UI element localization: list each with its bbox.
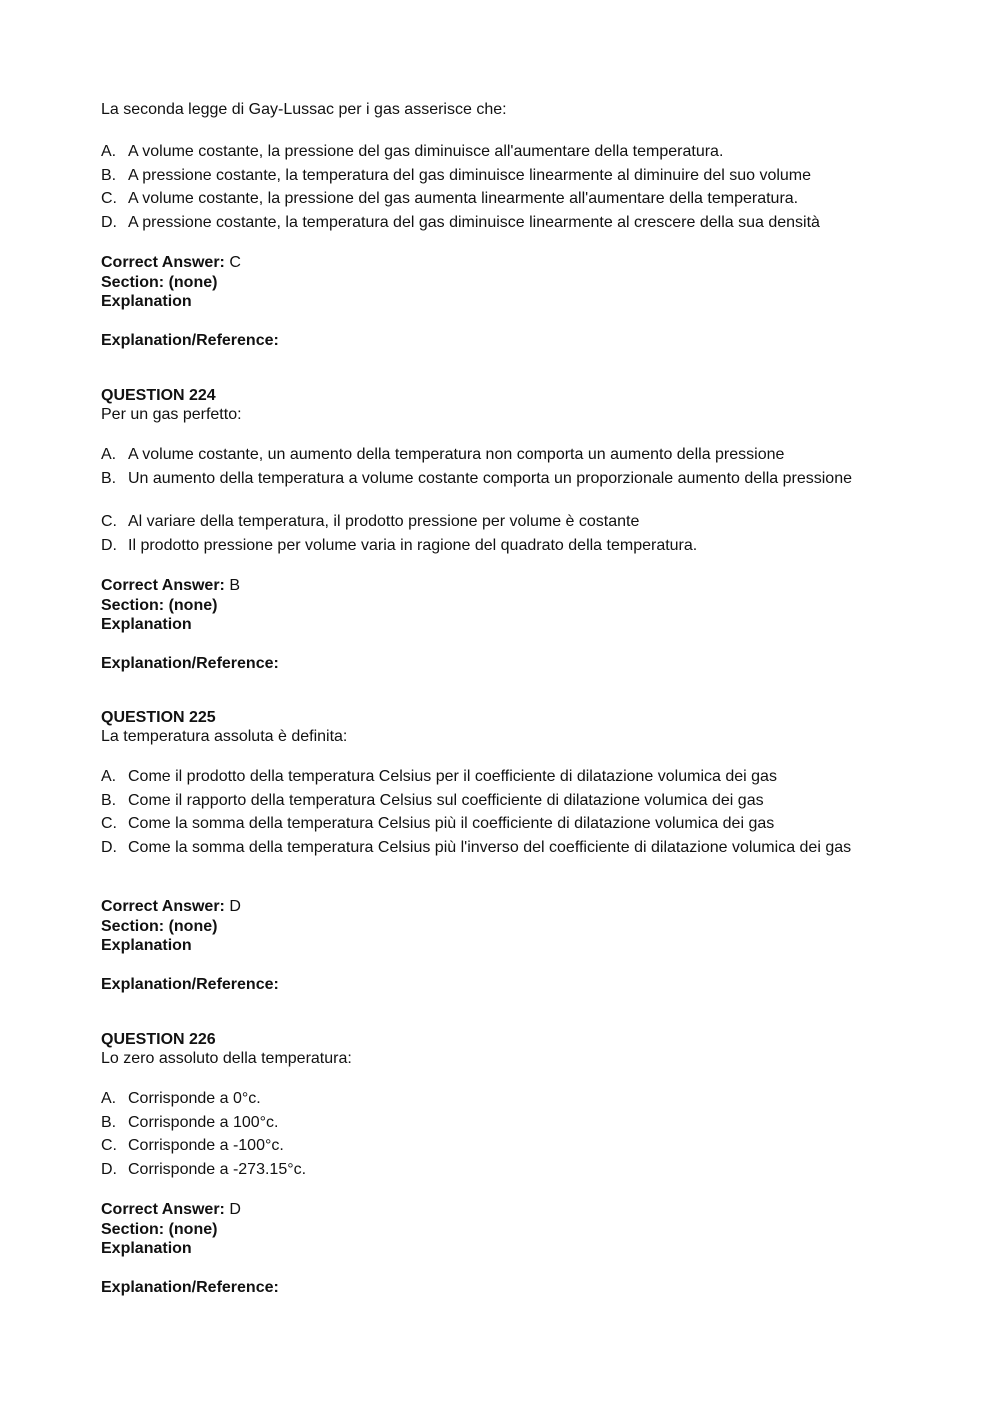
section-label: Section: (none): [101, 273, 218, 291]
question-stem: Lo zero assoluto della temperatura:: [101, 1050, 352, 1067]
correct-answer-label: Correct Answer:: [101, 577, 225, 594]
answer-options: [101, 142, 961, 236]
explanation-label: Explanation: [101, 616, 192, 633]
option-b: [101, 791, 961, 815]
option-text: Al variare della temperatura, il prodotto pressione per volume è costante: [128, 513, 640, 530]
option-d: [101, 213, 961, 237]
option-letter: C.: [101, 1137, 117, 1154]
option-d: [101, 838, 961, 862]
option-d: [101, 1160, 961, 1184]
option-letter: D.: [101, 536, 117, 554]
option-letter: C.: [101, 815, 117, 832]
option-text: A volume costante, la pressione del gas diminuisce all'aumentare della temperatura.: [128, 143, 724, 160]
option-text: Corrisponde a -273.15°c.: [128, 1160, 307, 1178]
correct-answer: [101, 1200, 961, 1220]
option-text: Come il rapporto della temperatura Celsius sul coefficiente di dilatazione volumica dei gas: [128, 791, 764, 809]
option-text: A volume costante, la pressione del gas aumenta linearmente all'aumentare della temperatura.: [128, 190, 799, 207]
option-a: [101, 1089, 961, 1113]
question-stem: La temperatura assoluta è definita:: [101, 728, 348, 745]
option-letter: B.: [101, 166, 117, 184]
option-letter: D.: [101, 213, 117, 231]
option-letter: D.: [101, 838, 117, 856]
correct-answer-label: Correct Answer:: [101, 254, 225, 271]
explanation-reference-label: Explanation/Reference:: [101, 975, 279, 993]
option-text: Come la somma della temperatura Celsius più l'inverso del coefficiente di dilatazione volumica dei gas: [128, 838, 852, 856]
explanation-reference-label: Explanation/Reference:: [101, 331, 279, 349]
option-a: [101, 767, 961, 791]
explanation-reference-label: Explanation/Reference:: [101, 654, 279, 672]
option-letter: B.: [101, 1113, 117, 1131]
option-letter: B.: [101, 469, 117, 487]
question-title: QUESTION 224: [101, 387, 216, 404]
section-label: Section: (none): [101, 917, 218, 935]
question-title: QUESTION 226: [101, 1031, 216, 1048]
answer-options: [101, 767, 961, 861]
correct-answer-label: Correct Answer:: [101, 1201, 225, 1218]
answer-meta: [101, 1200, 961, 1259]
question-block-224: [101, 386, 961, 673]
option-text: Come il prodotto della temperatura Celsius per il coefficiente di dilatazione volumica dei gas: [128, 768, 777, 785]
option-c: [101, 1136, 961, 1160]
question-block-225: [101, 708, 961, 994]
option-text: Corrisponde a 100°c.: [128, 1113, 279, 1131]
correct-answer-value: B: [229, 577, 241, 594]
explanation-label: Explanation: [101, 1240, 192, 1257]
option-c: [101, 814, 961, 838]
option-letter: B.: [101, 791, 117, 809]
option-d: [101, 536, 961, 560]
option-text: Come la somma della temperatura Celsius più il coefficiente di dilatazione volumica dei gas: [128, 815, 775, 832]
option-a: [101, 142, 961, 166]
correct-answer-value: C: [229, 254, 241, 271]
option-b: [101, 469, 961, 493]
option-letter: C.: [101, 513, 117, 530]
option-b: [101, 166, 961, 190]
option-text: A pressione costante, la temperatura del gas diminuisce linearmente al diminuire del suo volume: [128, 166, 812, 184]
correct-answer-value: D: [229, 898, 241, 915]
option-text: Un aumento della temperatura a volume costante comporta un proporzionale aumento della pressione: [128, 469, 852, 487]
answer-meta: [101, 897, 961, 956]
question-block-226: [101, 1030, 961, 1297]
question-title: QUESTION 225: [101, 709, 216, 726]
section-label: Section: (none): [101, 596, 218, 614]
option-letter: D.: [101, 1160, 117, 1178]
option-letter: A.: [101, 768, 117, 785]
answer-meta: [101, 253, 961, 312]
option-a: [101, 445, 961, 469]
option-b: [101, 1113, 961, 1137]
option-letter: A.: [101, 446, 117, 463]
explanation-label: Explanation: [101, 293, 192, 310]
option-c: [101, 189, 961, 213]
question-stem: La seconda legge di Gay-Lussac per i gas asserisce che:: [101, 101, 507, 118]
correct-answer-label: Correct Answer:: [101, 898, 225, 915]
section-label: Section: (none): [101, 1220, 218, 1238]
question-stem: Per un gas perfetto:: [101, 406, 242, 423]
option-text: Corrisponde a -100°c.: [128, 1137, 284, 1154]
option-letter: C.: [101, 190, 117, 207]
answer-options: [101, 1089, 961, 1183]
answer-meta: [101, 576, 961, 635]
answer-options: [101, 445, 961, 559]
correct-answer-value: D: [229, 1201, 241, 1218]
option-c: [101, 512, 961, 536]
option-text: Il prodotto pressione per volume varia in ragione del quadrato della temperatura.: [128, 536, 698, 554]
option-text: Corrisponde a 0°c.: [128, 1090, 261, 1107]
correct-answer: [101, 897, 961, 917]
option-letter: A.: [101, 1090, 117, 1107]
option-text: A pressione costante, la temperatura del gas diminuisce linearmente al crescere della sua densità: [128, 213, 820, 231]
question-block-223: [101, 100, 961, 350]
option-text: A volume costante, un aumento della temperatura non comporta un aumento della pressione: [128, 446, 785, 463]
explanation-label: Explanation: [101, 937, 192, 954]
explanation-reference-label: Explanation/Reference:: [101, 1278, 279, 1296]
correct-answer: [101, 576, 961, 596]
option-letter: A.: [101, 143, 117, 160]
correct-answer: [101, 253, 961, 273]
